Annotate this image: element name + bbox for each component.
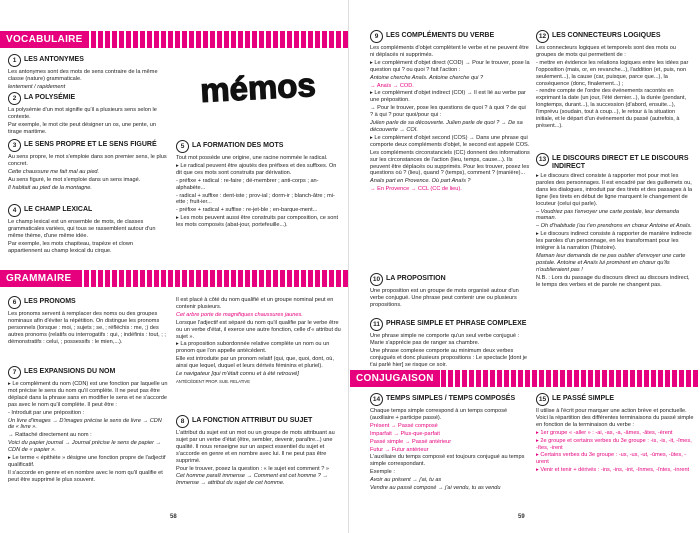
section-title: LA FORMATION DES MOTS <box>192 142 284 149</box>
section-formation-mots <box>176 140 342 230</box>
example: Julien parle de sa découverte. Julien parle de quoi ? → De sa découverte → COI. <box>370 120 523 133</box>
section-number: 8 <box>176 415 189 428</box>
paragraph: ▸ Le complément d'objet second (COS) → Dans une phrase qui comporte deux compléments d'objet, le second est appelé COS. <box>370 134 530 148</box>
section-temps-simples-composes <box>370 393 530 493</box>
paragraph: ▸ Les mots peuvent aussi être construits par composition, ce sont les mots composés (abat-jour, portefeuille...). <box>176 215 338 229</box>
example: Anaïs part en Provence. Où part Anaïs ? <box>370 178 471 185</box>
paragraph: → Rattaché directement au nom : <box>8 432 92 439</box>
section-discours-direct-indirect <box>536 153 694 290</box>
section-band-conjugaison <box>350 370 700 387</box>
paragraph: Le champ lexical est un ensemble de mots, de classes grammaticales variées, qui tous se rassemblent autour d'un même thème, d'une même idée. <box>8 219 156 239</box>
memos-logo <box>199 66 317 109</box>
section-number: 15 <box>536 393 549 406</box>
example: – Oh d'habitude j'ou t'en prendrons en chœur Antoine et Anaïs. <box>536 223 692 230</box>
paragraph: Les antonymes sont des mots de sens contraire de la même classe (nature) grammaticale. <box>8 69 158 82</box>
section-connecteurs-logiques <box>536 30 694 131</box>
paragraph: Tout mot possède une origine, une racine nommée le radical. <box>176 155 328 161</box>
paragraph: Chaque temps simple correspond à un temps composé (auxiliaire + participe passé). <box>370 408 508 421</box>
section-attribut-sujet <box>176 415 342 488</box>
example: Voici du papier journal → Journal précise le sens de papier → CDN de « papier ». <box>8 440 162 454</box>
example: Il habitait au pied de la montagne. <box>8 184 92 191</box>
paragraph: Une proposition est un groupe de mots organisé autour d'un verbe conjugué. Une phrase peut contenir une ou plusieurs propositions. <box>370 288 519 308</box>
section-title: PHRASE SIMPLE ET PHRASE COMPLEXE <box>386 320 527 327</box>
section-number: 4 <box>8 204 21 217</box>
paragraph: Une phrase complexe comporte au minimum deux verbes conjugués et donc plusieurs propositions : Le spectacle [dont je t'ai parlé hier] se risque ce soir. <box>370 347 528 368</box>
section-number: 3 <box>8 139 21 152</box>
paragraph: ▸ La proposition subordonnée relative complète un nom ou un pronom que l'on appelle antécédent. <box>176 341 330 355</box>
paragraph: Les connecteurs logiques et temporels sont des mots ou groupes de mots qui permettent de : <box>536 45 676 58</box>
section-title: LES EXPANSIONS DU NOM <box>24 368 116 375</box>
page-left <box>0 0 349 533</box>
section-title: TEMPS SIMPLES / TEMPS COMPOSÉS <box>386 395 516 402</box>
paragraph: La polysémie d'un mot signifie qu'il a plusieurs sens selon le contexte. <box>8 107 157 120</box>
band-label: CONJUGAISON <box>350 370 440 387</box>
paragraph: ▸ Le terme « épithète » désigne une fonction propre de l'adjectif qualificatif. <box>8 455 166 468</box>
example: Vendre au passé composé → j'ai vendu, tu as vendu <box>370 485 501 492</box>
section-expansions-nom-continued <box>176 297 342 387</box>
section-band-grammaire <box>0 270 348 287</box>
paragraph: Il est placé à côté du nom qualifié et un groupe nominal peut en contenir plusieurs. <box>176 297 334 310</box>
section-title: LA FONCTION ATTRIBUT DU SUJET <box>192 417 313 424</box>
example: Le navigateur [qui m'était connu et à été retrouvé] <box>176 371 299 378</box>
paragraph: - mettre en évidence les relations logiques entre les idées par l'opposition (mais, or, en revanche...), l'addition (et, puis, non seulement...), la cause (car, puisque, parce que...), la conséquence (donc, finalement...) ; <box>536 59 689 87</box>
section-title: LE DISCOURS DIRECT ET LE DISCOURS INDIRECT <box>552 155 689 170</box>
tense-pair: Passé simple → Passé antérieur <box>370 438 452 445</box>
example: Cet homme paraît immense → Comment est cet homme ? → Immense → attribut du sujet de cet homme. <box>176 473 329 487</box>
paragraph: Elle est introduite par un pronom relatif (qui, que, quoi, dont, où, ainsi que lequel, duquel et leurs dérivés féminins et pluriel). <box>176 356 334 370</box>
section-number: 2 <box>8 92 21 105</box>
page-right <box>350 0 700 533</box>
section-band-vocabulaire <box>0 31 348 48</box>
section-title: LE CHAMP LEXICAL <box>24 206 93 213</box>
section-title: LES COMPLÉMENTS DU VERBE <box>386 32 495 39</box>
page-number-right: 59 <box>518 514 525 520</box>
paragraph: ▸ Le discours direct consiste à rapporter mot pour mot les paroles des personnages. Il est encadré par des guillemets ou, dans les dialogues, introduit par des tirets et des passages à la ligne (les tirets en début de ligne marquent le changement de locuteur (celui qui parle). <box>536 173 693 207</box>
section-title: LE PASSÉ SIMPLE <box>552 395 615 402</box>
logo-text: mémos <box>199 66 317 109</box>
example: lentement / rapidement <box>8 83 66 90</box>
paragraph: L'auxiliaire du temps composé est toujours conjugué au temps simple correspondant. <box>370 454 525 468</box>
paragraph: Par exemple, le mot cite peut désigner un os, une pente, un tirage maritime. <box>8 121 157 135</box>
section-number: 11 <box>370 318 383 331</box>
section-number: 12 <box>536 30 549 43</box>
paragraph: Une phrase simple ne comporte qu'un seul verbe conjugué : Marie s'apprécie pas de ranger sa chambre. <box>370 333 520 346</box>
section-number: 5 <box>176 140 189 153</box>
section-sens-propre-figure <box>8 139 168 193</box>
section-antonymes <box>8 54 168 92</box>
section-number: 14 <box>370 393 383 406</box>
paragraph: - rendre compte de l'ordre des événements racontés en exprimant la date (un jour, l'été dernier...), la durée (pendant, longtemps, durant...), la succession (d'abord, ensuite...), l'imprévu (soudain, tout à coup...), le retour à la situation initiale, et le départ d'un événement du passé (autrefois, à présent...). <box>536 88 687 129</box>
section-title: LES CONNECTEURS LOGIQUES <box>552 32 661 39</box>
ending-rule: ▸ Certains verbes du 3e groupe : -us, -us, -ut, -ûmes, -ûtes, -urent <box>536 452 687 466</box>
section-number: 9 <box>370 30 383 43</box>
section-pronoms <box>8 296 168 347</box>
section-proposition <box>370 273 530 310</box>
caption: ANTÉCÉDENT PROP. SUB. RELATIVE <box>176 378 250 384</box>
ending-rule: ▸ 2e groupe et certains verbes du 3e groupe : -is, -is, -it, -îmes, -îtes, -irent <box>536 437 692 451</box>
example: Cet arbre porte de magnifiques chaussures jaunes. <box>176 311 303 318</box>
example: → Anaïs → COD. <box>370 82 414 89</box>
section-phrase-simple-complexe <box>370 318 530 370</box>
example: Maman leur demanda de ne pas oublier d'envoyer une carte postale. Antoine et Anaïs lui promirent en chœur qu'ils n'oublieraient pas ! <box>536 252 686 273</box>
band-label: VOCABULAIRE <box>0 31 89 48</box>
section-title: LA PROPOSITION <box>386 275 446 282</box>
paragraph: ▸ Le complément d'objet direct (COD) → Pour le trouver, pose la question qui ? ou quoi ? fait l'action : <box>370 59 530 73</box>
section-number: 1 <box>8 54 21 67</box>
example: Un livre d'images → D'images précise le sens de livre → CDN de « livre ». <box>8 417 162 431</box>
paragraph: ▸ Le complément d'objet indirect (COI) → Il est lié au verbe par une préposition. <box>370 90 526 104</box>
paragraph: ▸ Le radical peuvent être ajoutés des préfixes et des suffixes. On dit que ces mots sont construits par dérivation. <box>176 162 337 176</box>
page-number-left: 58 <box>170 514 177 520</box>
example: → En Provence → CCL (CC de lieu). <box>370 186 462 193</box>
tense-pair: Présent → Passé composé <box>370 422 438 429</box>
example: Avoir au présent → j'ai, tu as <box>370 477 442 484</box>
section-complements-verbe <box>370 30 530 194</box>
section-title: LE SENS PROPRE ET LE SENS FIGURÉ <box>24 141 157 148</box>
section-title: LES ANTONYMES <box>24 56 84 63</box>
paragraph: - préfixe + radical + suffixe : re-jet-ble ; en-barque-ment... <box>176 207 318 214</box>
section-number: 10 <box>370 273 383 286</box>
paragraph: - préfixe + radical : re-faire ; dé-membrer ; anti-corps ; an-alphabète... <box>176 177 319 191</box>
paragraph: Par exemple, les mots chapiteau, trapèze et clown appartiennent au champ lexical du cirque. <box>8 240 133 254</box>
section-passe-simple <box>536 393 694 475</box>
tense-pair: Imparfait → Plus-que-parfait <box>370 430 440 437</box>
paragraph: Exemple : <box>370 469 395 476</box>
section-title: LA POLYSÉMIE <box>24 94 76 101</box>
paragraph: Lorsque l'adjectif est séparé du nom qu'il qualifie par le verbe être ou un verbe d'état, il exerce une autre fonction, celle d'« attribut du sujet ». <box>176 319 341 340</box>
paragraph: - radical + suffixe : dent-iste ; prov-ial ; dorm-ir ; blanch-âtre ; mi-ette ; fruit-ier... <box>176 192 335 206</box>
paragraph: → Pour le trouver, pose les questions de quoi ? à quoi ? de qui ? à qui ? pour quoi/pour qui : <box>370 105 526 119</box>
paragraph: Au sens propre, le mot s'emploie dans son premier sens, le plus concret. <box>8 154 167 167</box>
ending-rule: ▸ 1er groupe « -aller » : -ai, -as, -a, -âmes, -âtes, -èrent <box>536 429 673 436</box>
paragraph: ▸ Le complément du nom (CDN) est une fonction par laquelle un mot précise le sens du nom qu'il complète. Il ne peut pas être déplacé dans la phrase sans en modifier le sens et ne s'accorde pas avec le nom qu'il complète. Il peut être : <box>8 381 168 408</box>
paragraph: Les pronoms servent à remplacer des noms ou des groupes nominaux afin d'éviter la répétition. On distingue les pronoms personnels (lorsque : moi, ; sujets ; se, ; réfléchis : me, ;) des autres pronoms (relatifs ou interrogatifs : qui, ; indéfinis : tout, ; ; démonstratifs : celui, ; possessifs : le mien,...). <box>8 311 166 345</box>
section-polysemie <box>8 92 168 137</box>
example: – Voudriez pas t'envoyer une carte postale, leur demanda maman. <box>536 208 679 222</box>
section-expansions-nom <box>8 366 168 485</box>
example: Cette chaussure me fait mal au pied. <box>8 168 100 175</box>
section-number: 7 <box>8 366 21 379</box>
paragraph: Les compléments circonstanciels (CC) donnent des informations sur les circonstances de l'action (lieu, temps, cause...). Ils peuvent être déplacés ou supprimés. Pour les trouver, posez les questions où ? (lieu), quand ? (temps), comment ? (manière)... <box>370 149 530 177</box>
paragraph: Il utilise à l'écrit pour marquer une action brève et ponctuelle. Voici la répartition des différentes terminaisons du passé simple en fonction de la terminaison du verbe : <box>536 408 694 428</box>
section-champ-lexical <box>8 204 168 256</box>
paragraph: ▸ Le discours indirect consiste à rapporter de manière indirecte les paroles d'un personnage, en les transformant pour les intégrer à la narration (l'histoire). <box>536 231 692 252</box>
paragraph: - Introduit par une préposition : <box>8 409 85 416</box>
paragraph: Pour le trouver, posez la question : « le sujet est comment ? » <box>176 465 329 472</box>
ending-rule: ▸ Venir et tenir + dérivés : -ins, -ins, -int, -înmes, -întes, -inrent <box>536 467 690 474</box>
paragraph: Les compléments d'objet complètent le verbe et ne peuvent être ni déplacés ni supprimés. <box>370 45 529 58</box>
band-label: GRAMMAIRE <box>0 270 77 287</box>
section-number: 13 <box>536 153 549 166</box>
paragraph: Il s'accorde en genre et en nombre avec le nom qu'il qualifie et peut être supprimé le plus souvent. <box>8 469 163 483</box>
paragraph: N.B. : Lors du passage du discours direct au discours indirect, le temps des verbes et de parole ne changent pas. <box>536 274 690 288</box>
paragraph: L'attribut du sujet est un mot ou un groupe de mots attribuant au sujet par un verbe d'état (être, sembler, devenir, paraître...) une qualité. Il nous renseigne sur un aspect essentiel du sujet et s'accorde en genre et en nombre avec lui. Il ne peut pas être supprimé. <box>176 430 335 464</box>
section-title: LES PRONOMS <box>24 298 76 305</box>
example: Antoine cherche Anaïs. Antoine cherche qui ? <box>370 74 484 81</box>
section-number: 6 <box>8 296 21 309</box>
paragraph: Au sens figuré, le mot s'emploie dans un sens imagé. <box>8 176 141 183</box>
tense-pair: Futur → Futur antérieur <box>370 446 429 453</box>
